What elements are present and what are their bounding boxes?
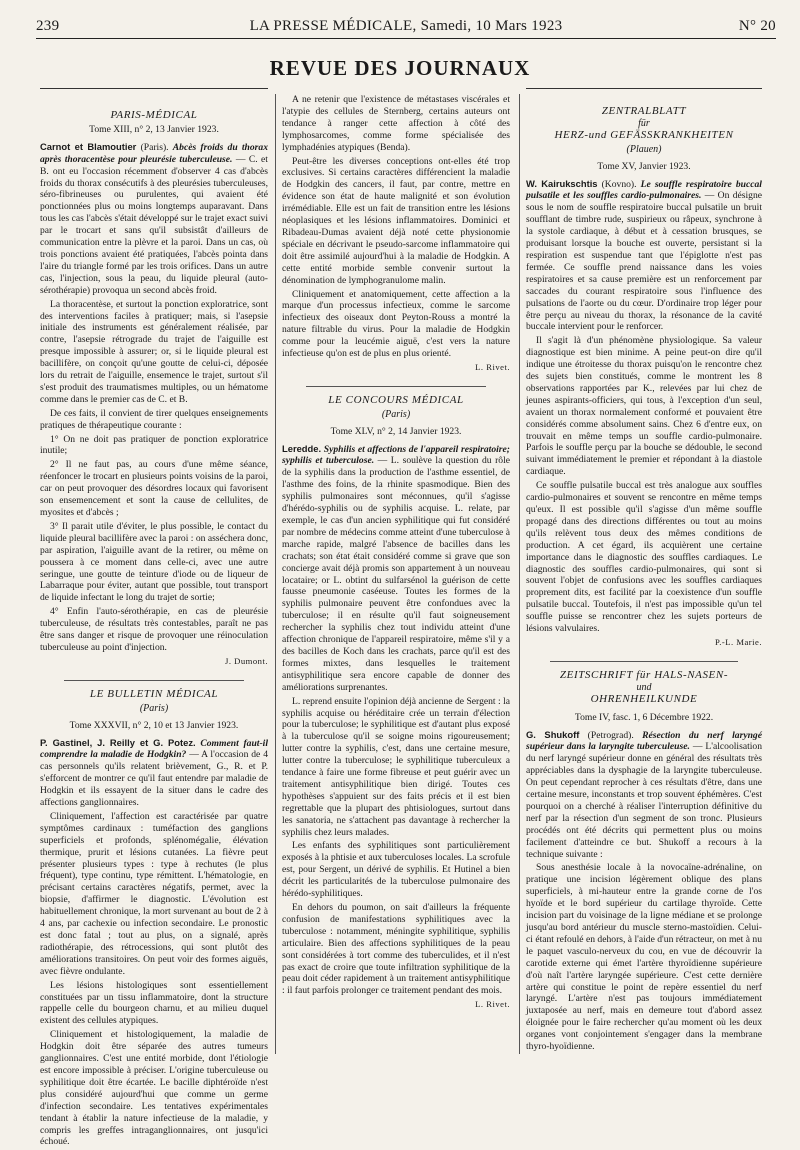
article-author: G. Shukoff	[526, 728, 580, 740]
article-signature: P.-L. Marie.	[714, 636, 762, 647]
article-place: (Paris).	[140, 141, 169, 153]
journal-title: LE BULLETIN MÉDICAL	[89, 687, 219, 700]
article-paragraph: Sous anesthésie locale à la novocaïne-adrénaline, on pratique une incision légèrement oblique des plans superficiels, à mi-hauteur entre la grande corne de l'os hyoïde et le bord supérieur du cartilage thyroïde. Cette incision part du voisinage de la ligne médiane et se prolonge jusqu'au bord antérieur du muscle sterno-mastoïdien. Celui-ci étant refoulé en dehors, à l'aide d'un rétracteur, on met à nu le paquet vasculo-nerveux du cou, en vue de découvrir la carotide externe qui émet l'artère thyroïdienne supérieure d'où naît l'artère laryngée supérieure. C'est cette dernière artère qui constitue le point de repère essentiel du nerf laryngé. L'artère n'est pas toujours immédiatement juxtaposée au nerf, mais en demeure tout d'abord assez éloignée pour le faire rechercher qu'au moment où les deux organes vont conjointement s'engager dans la membrane thyro-hyoïdienne.	[526, 862, 762, 1053]
column-3	[526, 94, 762, 1055]
journal-tome: Tome XXXVII, n° 2, 10 et 13 Janvier 1923.	[69, 719, 239, 731]
article-paragraph: Cliniquement, l'affection est caractérisée par quatre symptômes cardinaux : tuméfaction des ganglions superficiels et profonds, splénomégalie, élévation thermique, prurit et lésions cutanées. La fièvre peut présenter plusieurs types : type à rechutes (le plus fréquent), type continu, type rémittent. L'hématologie, en précisant certains caractères négatifs, permet, avec la biopsie, d'affirmer le diagnostic. L'évolution est habituellement chronique, la mort survenant au bout de 2 à 4 ans, par cachexie ou infection secondaire. Le pronostic est donc fatal ; tout au plus, on a signalé, après radiothérapie, des rétrocessions, qui sont plutôt des améliorations transitoires. On peut voir des formes aiguës, avec fièvre ondulante.	[40, 810, 268, 977]
page-number: 239	[36, 18, 60, 34]
article-author: W. Kairukschtis	[526, 177, 598, 189]
article-place: (Petrograd).	[587, 729, 634, 741]
journal-tome: Tome XIII, n° 2, 13 Janvier 1923.	[89, 123, 219, 135]
journal-title-line: HERZ-und GEFÄSSKRANKHEITEN	[554, 128, 734, 141]
article-signature: J. Dumont.	[225, 655, 268, 666]
journal-title-line: für	[638, 117, 650, 129]
column-2	[282, 94, 510, 1015]
article-paragraph: Ce souffle pulsatile buccal est très analogue aux souffles cardio-pulmonaires et souvent se rencontre en même temps qu'eux. Il est possible qu'il s'agisse d'un même souffle propagé dans des directions différentes ou tout au moins qu'ils relèvent tous deux des mêmes conditions de production. A cet égard, ils acquièrent une certaine importance dans le diagnostic des souffles cardiaques. Le diagnostic des souffles cardio-pulmonaires, qui sont si souvent l'objet de confusions avec les souffles cardiaques proprement dits, est facilité par la coexistence d'un souffle pulsatile buccal. Toutefois, il n'est pas impossible qu'un tel souffle puisse se rencontrer chez les sujets porteurs de lésions valvulaires.	[526, 480, 762, 635]
column-separator	[275, 94, 276, 1054]
article-paragraph: — C. et B. ont eu l'occasion récemment d'observer 4 cas d'abcès froids du thorax consécutifs à des pleurésies tuberculeuses, séro-fibrineuses ou purulentes, qui avaient été ponctionnées plus ou moins longtemps auparavant. Dans tous les cas l'abcès s'était développé sur le trajet exact suivi par le trocart et sans qu'il subsistât d'ailleurs de communication entre la plèvre et la paroi. Dans un cas, où trois ponctions avaient été pratiquées, l'abcès pointa dans l'aire du triangle formé par les trois orifices. Dans un autre cas, l'injection, sous la peau, du liquide pleural (auto-sérothérapie) provoqua un second abcès froid.	[40, 153, 268, 296]
article-signature: L. Rivet.	[475, 999, 510, 1010]
article-paragraph: 2° Il ne faut pas, au cours d'une même séance, réenfoncer le trocart en plusieurs points voisins de la paroi, car on peut provoquer des désordres locaux qui favorisent son ensemencement et sont la cause de cellulites, de myosites et d'abcès ;	[40, 459, 268, 518]
article-paragraph: La thoracentèse, et surtout la ponction exploratrice, sont des interventions faciles à pratiquer; mais, si l'asepsie initiale des instruments est généralement réalisée, par contre, l'asepsie rétrograde du trajet de l'aiguille est presque impossible à assurer; or, si le liquide pleural est bacillifère, on conçoit qu'une goutte de celui-ci, déposée lors du retrait de l'aiguille, ensemence le trajet, surtout s'il s'est produit des traumatismes multiples, ou un hématome comme dans le premier cas de C. et B.	[40, 298, 268, 405]
journal-tome: Tome XV, Janvier 1923.	[597, 160, 691, 172]
article-title: Comment faut-il comprendre la maladie de Hodgkin?	[40, 737, 268, 761]
article-paragraph: A ne retenir que l'existence de métastases viscérales et l'atypie des cellules de Sternberg, certains auteurs ont tendance à ranger cette affection à côté des lymphosarcomes, comme forme spécialisée des lymphadénies atypiques (Benda).	[282, 94, 510, 153]
article-author: P. Gastinel, J. Reilly et G. Potez.	[40, 736, 196, 748]
article-lead	[526, 729, 762, 861]
article-paragraph: Cliniquement et histologiquement, la maladie de Hodgkin doit être séparée des autres tumeurs ganglionnaires. C'est une entité morbide, dont l'étiologie est encore impossible à préciser. L'origine tuberculeuse ou syphilitique doit être écartée. Le bacille diphtéroïde n'est plus considéré aujourd'hui que comme un germe d'infection secondaire. Les tentatives expérimentales tendant à établir la nature infectieuse de la maladie, y compris les greffes intraganglionnaires, ont jusqu'ici échoué.	[40, 1029, 268, 1148]
journal-tome: Tome XLV, n° 2, 14 Janvier 1923.	[330, 425, 462, 437]
article-author: Carnot et Blamoutier	[40, 140, 137, 152]
column-separator	[519, 94, 520, 1054]
article-title: Abcès froids du thorax après thoracentèse pour pleurésie tuberculeuse.	[40, 141, 269, 165]
article-divider	[550, 661, 738, 662]
journal-title: ZEITSCHRIFT für HALS-NASEN-	[559, 668, 729, 681]
article-paragraph: 4° Enfin l'auto-sérothérapie, en cas de pleurésie tuberculeuse, de résultats très contestables, paraît ne pas être sans danger et risque de provoquer une réinoculation tuberculeuse au point d'injection.	[40, 606, 268, 653]
article-paragraph: L. reprend ensuite l'opinion déjà ancienne de Sergent : la syphilis acquise ou héréditaire crée un terrain d'élection pour la tuberculose; le syphilitique est d'autant plus exposé à la tuberculose qu'il se soigne moins rigoureusement; lutter contre la syphilis, c'est, dans une certaine mesure, lutter contre la tuberculose; le syphilitique tuberculeux a tendance à faire une forme fibreuse et peut guérir avec un traitement antisyphilitique bien dirigé. Toutes ces hypothèses s'appuient sur des faits précis et il est bien regrettable que la plupart des phtisiologues, surtout dans les sanatoria, ne s'attachent pas davantage à rechercher la syphilis chez leurs malades.	[282, 695, 510, 838]
article-lead	[40, 141, 268, 297]
journal-title: PARIS-MÉDICAL	[110, 109, 198, 121]
journal-title-line: OHRENHEILKUNDE	[590, 692, 698, 705]
masthead-rule-right	[526, 88, 762, 89]
journal-city: (Paris)	[139, 702, 169, 714]
issue-number: N° 20	[738, 18, 776, 34]
journal-tome: Tome IV, fasc. 1, 6 Décembre 1922.	[574, 711, 714, 723]
article-title: Le souffle respiratoire buccal pulsatile et les souffles cardio-pulmonaires.	[526, 178, 762, 202]
article-paragraph: — L. soulève la question du rôle de la syphilis dans la production de l'asthme essentiel, de l'asthme des foins, de la rhinite spasmodique. Bien des syphilis pulmonaires sont méconnues, qu'il s'agisse d'hérédo-syphilis ou de syphilis acquise. L. relate, par exemple, le cas d'un ancien syphilitique qui fut considéré par nombre de médecins comme atteint d'une tuberculose à marche rapide, malgré l'absence de bacilles dans les crachats; son état était considéré comme si grave que son concierge avait déjà promis son appartement à un nouveau locataire; or L. obtint du sulfarsénol la guérison de cette fausse pneumonie caséeuse. Toutes les formes de la syphilis pulmonaire peuvent être confondues avec la tuberculose; il en résulte qu'il faut soigneusement rechercher la syphilis chez tout individu atteint d'une affection chronique de l'appareil respiratoire, même s'il y a des bacilles de Koch dans les crachats, parce qu'il est des formes mixtes, dans lesquelles le traitement antisyphilitique sera encore capable de donner des améliorations surprenantes.	[282, 455, 511, 693]
masthead-rule-left	[40, 88, 268, 89]
article-title: Syphilis et affections de l'appareil respiratoire; syphilis et tuberculose.	[282, 443, 510, 467]
article-author: Leredde.	[282, 442, 322, 454]
article-paragraph: Peut-être les diverses conceptions ont-elles été trop exclusives. Si certains caractères différencient la maladie de Hodgkin des cancers, il faut, par contre, mettre en évidence son état de haute malignité et son évolution irrémédiable. Elle est un fait de transition entre les lésions néoplasiques et les lésions inflammatoires. Dominici et Ribadeau-Dumas avaient déjà noté cette physionomie spéciale en décrivant le pseudo-sarcome inflammatoire qui doit être assimilé aujourd'hui à la maladie de Hodgkin. A cette entité morbide semble convenir surtout la dénomination de lymphogranulome malin.	[282, 155, 510, 286]
article-paragraph: Il s'agit là d'un phénomène physiologique. Sa valeur diagnostique est bien minime. A peine peut-on dire qu'il indique une étroitesse du thorax puisqu'on le rencontre chez des sujets bien constitués, comme le montrent les 8 observations rapportées par K., relevées par lui chez de jeunes aspirants-officiers, qui tous, à l'exception d'un seul, avaient un thorax normalement conformé et pouvaient être considérés comme absolument sains. Chez 6 d'entre eux, on trouvait en même temps un souffle cardio-pulmonaire. Parfois le souffle perçu par la bouche se dédouble, le second suivant immédiatement le premier et répondant à la diastole cardiaque.	[526, 335, 762, 478]
article-paragraph: Les enfants des syphilitiques sont particulièrement exposés à la phtisie et aux tuberculoses locales. La scrofule est, pour Sergent, un dérivé de syphilis. Et Hutinel a bien décrit les particularités de la tuberculose pulmonaire des hérédo-syphilitiques.	[282, 840, 510, 900]
column-1	[40, 94, 268, 1150]
article-place: (Kovno).	[601, 178, 637, 190]
newspaper-title: LA PRESSE MÉDICALE, Samedi, 10 Mars 1923	[249, 18, 563, 34]
journal-title-line: und	[636, 681, 652, 693]
article-paragraph: — On désigne sous le nom de souffle respiratoire buccal pulsatile un bruit soufflant de timbre rude, suspirieux ou râpeux, synchrone à la systole cardiaque, à début et à cessation brusques, se produisant lorsque la bouche est ouverte, persistant si la respiration est suspendue tant que l'épiglotte n'est pas fermée. Ce souffle prend naissance dans les voies respiratoires et sa cause première est un renforcement par saccades du courant respiratoire sous l'influence des pulsations de l'aorte ou du cœur. D'ordinaire trop léger pour être perçu au niveau du thorax, la résonance de la cavité buccale intervient pour le renforcer.	[526, 190, 762, 333]
article-paragraph: 3° Il parait utile d'éviter, le plus possible, le contact du liquide pleural bacillifère avec la paroi : on asséchera donc, par aspiration, l'aiguille avant de la retirer, ou même on poussera à ce moment dans celle-ci, avec une autre seringue, une goutte de teinture d'iode ou de liqueur de Labarraque pour éviter, autant que possible, tout transport de liquide infectant le long du trajet de sortie;	[40, 520, 269, 604]
article-paragraph: De ces faits, il convient de tirer quelques enseignements pratiques de thérapeutique courante :	[40, 407, 268, 431]
article-paragraph: 1° On ne doit pas pratiquer de ponction exploratrice inutile;	[40, 433, 268, 457]
article-paragraph: Cliniquement et anatomiquement, cette affection a la marque d'un processus infectieux, comme le sarcome infectieux des oiseaux dont Peyton-Rouss a montré la nature filtrable du virus. Pour la maladie de Hodgkin comme pour la leucémie aiguë, c'est vers la nature infectieuse qu'on est de plus en plus orienté.	[282, 288, 510, 360]
article-lead	[526, 178, 762, 334]
journal-title: LE CONCOURS MÉDICAL	[328, 393, 464, 406]
article-lead	[282, 443, 510, 694]
article-divider	[306, 386, 486, 387]
page-header	[36, 16, 776, 39]
journal-city: (Paris)	[381, 408, 411, 420]
article-lead	[40, 737, 268, 809]
article-title: Résection du nerf laryngé supérieur dans la laryngite tuberculeuse.	[526, 729, 762, 753]
journal-title: ZENTRALBLATT	[601, 105, 687, 117]
section-masthead: REVUE DES JOURNAUX	[269, 56, 531, 80]
article-paragraph: — L'alcoolisation du nerf laryngé supérieur donne en général des résultats très appréciables dans la dysphagie de la laryngite tuberculeuse. On peut cependant reprocher à ces résultats d'être, dans une certaine mesure, inconstants et trop souvent éphémères. C'est pourquoi on a cherché à réaliser l'interruption définitive du nerf par la résection d'un segment de son tronc. Plusieurs procédés ont été décrits qui permettent plus ou moins facilement d'atteindre ce but. Shukoff a recours à la technique suivante :	[526, 741, 762, 860]
article-paragraph: En dehors du poumon, on sait d'ailleurs la fréquente confusion de manifestations syphilitiques avec la tuberculose : notamment, méningite syphilitique, syphilis articulaire. Bien des affections syphilitiques de la peau sont considérées à tort comme des tuberculides, et il n'est pas exact de croire que toute infiltration syphilitique de la peau doit céder rapidement à un traitement antisyphilitique : il faut parfois prolonger ce traitement pendant des mois.	[282, 902, 510, 997]
article-paragraph: Les lésions histologiques sont essentiellement constituées par un tissu inflammatoire, dont la structure rappelle celle du bourgeon charnu, et au milieu duquel existent des cellules atypiques.	[40, 979, 268, 1027]
article-paragraph: — A l'occasion de 4 cas personnels qu'ils relatent brièvement, G., R. et P. s'efforcent de montrer ce qu'il faut entendre par maladie de Hodgkin et ils essayent de la situer dans le cadre des affections ganglionnaires.	[40, 749, 268, 809]
article-divider	[64, 680, 244, 681]
journal-city: (Plauen)	[626, 143, 662, 155]
article-signature: L. Rivet.	[475, 361, 510, 372]
